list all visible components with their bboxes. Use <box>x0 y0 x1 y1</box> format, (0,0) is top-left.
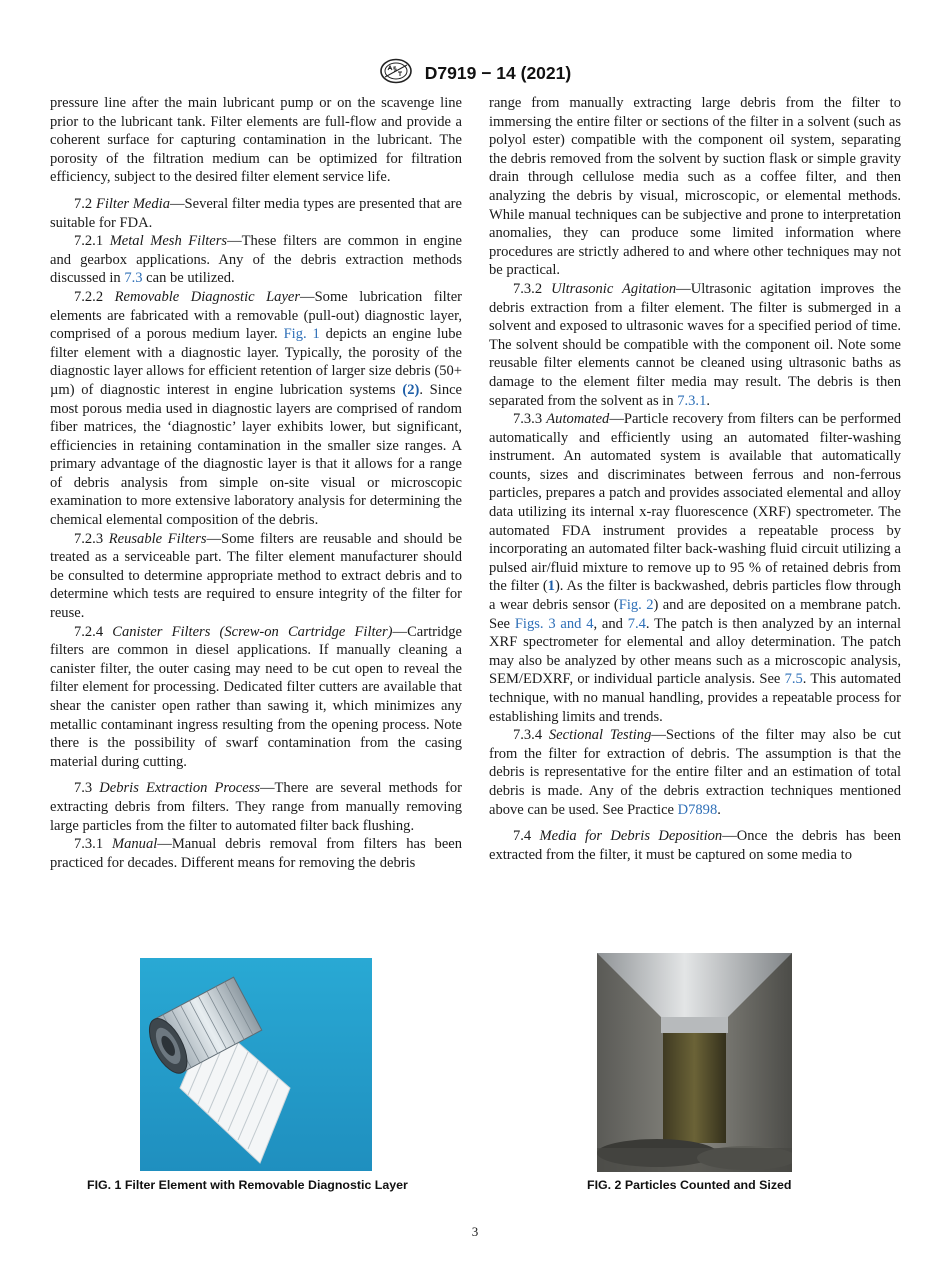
figure-2-caption: FIG. 2 Particles Counted and Sized <box>587 1178 792 1192</box>
page-number: 3 <box>471 1224 479 1239</box>
section-7-2-2: 7.2.2 Removable Diagnostic Layer—Some lubrication filter elements are fabricated with a removable (pull-out) diagnostic layer, comprised of a porous medium layer. Fig. 1 depicts an engine lube filter element with a diagnostic layer. Typically, the porosity of the diagnostic layer allows for efficient retention of larger size debris (50+ µm) of diagnostic interest in engine lubrication systems (2). Since most porous media used in diagnostic layers are comprised of random fiber matrices, the ‘diagnostic’ layer exhibits lower, but significant, efficiencies in retaining contamination in the smaller size ranges. A primary advantage of the diagnostic layer is that it allows for a range of debris analysis from simple on-site visual or microscopic examination to more extensive laboratory analysis for determining the chemical elemental composition of the debris. <box>50 288 463 529</box>
link-section-7-3-1[interactable]: 7.3.1 <box>677 392 707 409</box>
astm-logo-icon <box>379 58 413 89</box>
section-7-3-3: 7.3.3 Automated—Particle recovery from filters can be performed automatically and efficiently using an automated filter-washing instrument. An automated system is available that automatically counts, sizes and discriminates between ferrous and non-ferrous particles, prepares a patch and provides associated elemental and alloy data utilizing its internal x-ray fluorescence (XRF) spectrometer. The automated FDA instrument provides a repeatable process by incorporating an automated filter back-washing fluid circuit utilizing a pulsed air/fluid mixture to remove up to 95 % of retained debris from the filter (1). As the filter is backwashed, debris particles flow through a wear debris sensor (Fig. 2) and are deposited on a membrane patch. See Figs. 3 and 4, and 7.4. The patch is then analyzed by an internal XRF spectrometer for elemental and alloy determination. The patch may also be analyzed by other means such as a microscopic analysis, SEM/EDXRF, or individual particle analysis. See 7.5. This automated technique, with no manual handling, provides a repeatable process for establishing limits and trends. <box>489 411 901 725</box>
right-column <box>489 94 901 864</box>
section-7-4: 7.4 Media for Debris Deposition—Once the debris has been extracted from the filter, it must be captured on some media to <box>489 828 901 863</box>
section-7-2-3: 7.2.3 Reusable Filters—Some filters are reusable and should be treated as a serviceable part. The filter element manufacturer should be consulted to determine appropriate method to extract debris and to determine which tests are required to ensure integrity of the filter for reuse. <box>50 530 463 622</box>
reference-1[interactable]: 1 <box>547 578 555 595</box>
link-section-7-4[interactable]: 7.4 <box>627 615 646 632</box>
left-column <box>50 94 462 872</box>
figure-2-image <box>597 953 792 1172</box>
section-7-3-1: 7.3.1 Manual—Manual debris removal from filters has been practiced for decades. Different means for removing the debris <box>50 836 463 871</box>
standard-designation: D7919 − 14 (2021) <box>424 63 572 83</box>
section-7-3-4: 7.3.4 Sectional Testing—Sections of the filter may also be cut from the filter for extraction of debris. The assumption is that the debris is representative for the entire filter and an estimation of total debris is made. Any of the debris extraction techniques mentioned above can be used. See Practice D7898. <box>489 727 901 818</box>
reference-2[interactable]: (2) <box>402 381 420 398</box>
link-figs-3-4[interactable]: Figs. 3 and 4 <box>514 615 594 632</box>
section-7-2-4: 7.2.4 Canister Filters (Screw-on Cartridge Filter)—Cartridge filters are common in diesel applications. If manually cleaning a canister filter, the outer casing may need to be cut open to reveal the filter element for processing. Dedicated filter cutters are available that shear the canister open rather than sawing it, which minimizes any metallic contaminant ingress resulting from the opening process. Note there is the possibility of swarf contamination from the casing material during cutting. <box>50 623 462 770</box>
link-fig-2[interactable]: Fig. 2 <box>618 597 654 614</box>
section-7-2-1: 7.2.1 Metal Mesh Filters—These filters are common in engine and gearbox applications. Any of the debris extraction methods discussed in 7.3 can be utilized. <box>50 233 462 287</box>
link-fig-1[interactable]: Fig. 1 <box>283 326 320 343</box>
figure-1-caption: FIG. 1 Filter Element with Removable Diagnostic Layer <box>87 1178 408 1192</box>
figure-1-image <box>140 958 372 1171</box>
paragraph-continued: pressure line after the main lubricant pump or on the scavenge line prior to the lubricant tank. Filter elements are full-flow and provide a coherent surface for capturing contamination in the lubricant. The porosity of the filtration medium can be optimized for filtration efficiency, subject to the desired filter element service life. <box>50 95 462 186</box>
link-d7898[interactable]: D7898 <box>677 801 718 818</box>
link-section-7-5[interactable]: 7.5 <box>784 671 803 688</box>
paragraph-continued-right: range from manually extracting large debris from the filter to immersing the entire filter or sections of the filter in a solvent (such as polyol ester) compatible with the component oil system, separating the debris removed from the solvent by suction flask or simple gravity drain through cellulose media such as a coffee filter, and then analyzing the debris by visual, microscopic, or elemental methods. While manual techniques can be subjective and prone to interpretation anomalies, they can produce some limited information where procedures are strictly adhered to and where other techniques may not be practical. <box>489 95 901 279</box>
section-7-3-2: 7.3.2 Ultrasonic Agitation—Ultrasonic agitation improves the debris extraction from a filter element. The filter is submerged in a solvent and exposed to ultrasonic waves for a specified period of time. The solvent should be compatible with the component oil. Note some reusable filter elements cannot be cleaned using ultrasonic baths as damage to the element filter media may result. The debris is then separated from the solvent as in 7.3.1. <box>489 280 901 409</box>
link-section-7-3[interactable]: 7.3 <box>124 270 143 287</box>
section-7-2: 7.2 Filter Media—Several filter media types are presented that are suitable for FDA. <box>50 195 462 231</box>
page-header <box>0 58 950 89</box>
section-7-3: 7.3 Debris Extraction Process—There are several methods for extracting debris from filters. They range from manually removing large particles from the filter to automated filter back flushing. <box>50 780 463 834</box>
